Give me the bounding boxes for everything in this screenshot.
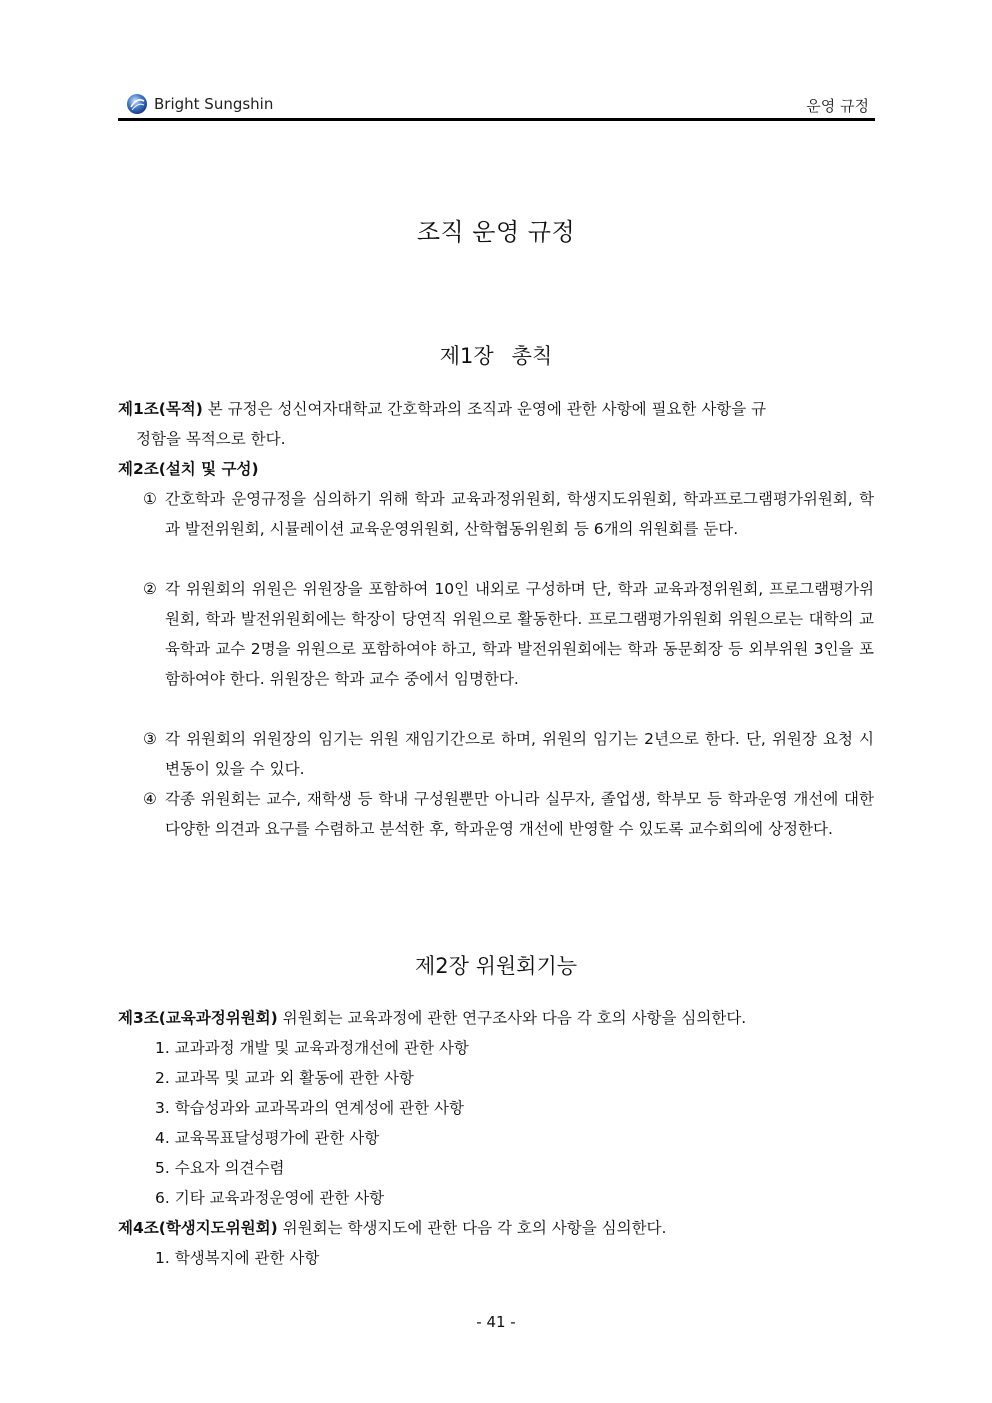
item-number: ① xyxy=(143,490,157,508)
article-heading: 제1조(목적) xyxy=(118,400,203,418)
page-header xyxy=(118,93,875,117)
article-heading: 제4조(학생지도위원회) xyxy=(118,1219,278,1237)
article-heading: 제2조(설치 및 구성) xyxy=(118,460,259,478)
item-number: ③ xyxy=(143,730,157,748)
list-item: 1. 학생복지에 관한 사항 xyxy=(155,1249,320,1267)
article-3 xyxy=(118,1003,874,1033)
item-text: 각종 위원회는 교수, 재학생 등 학내 구성원뿐만 아니라 실무자, 졸업생, 학부모 등 학과운영 개선에 대한 다양한 의견과 요구를 수렴하고 분석한 후, 학과운영 개선에 반영할 수 있도록 교수회의에 상정한다. xyxy=(165,790,874,838)
item-text: 간호학과 운영규정을 심의하기 위해 학과 교육과정위원회, 학생지도위원회, 학과프로그램평가위원회, 학과 발전위원회, 시뮬레이션 교육운영위원회, 산학협동위원회 등 6개의 위원회를 둔다. xyxy=(165,490,874,538)
article-heading: 제3조(교육과정위원회) xyxy=(118,1009,278,1027)
chapter-name: 총칙 xyxy=(511,344,553,368)
chapter-1-heading xyxy=(0,340,992,370)
chapter-2-heading xyxy=(0,950,992,980)
page-number: - 41 - xyxy=(476,1313,516,1331)
sungshin-logo-icon xyxy=(126,93,148,115)
list-item: 4. 교육목표달성평가에 관한 사항 xyxy=(155,1129,380,1147)
article-text: 위원회는 교육과정에 관한 연구조사와 다음 각 호의 사항을 심의한다. xyxy=(277,1009,747,1027)
article-text: 위원회는 학생지도에 관한 다음 각 호의 사항을 심의한다. xyxy=(277,1219,667,1237)
article-text: 본 규정은 성신여자대학교 간호학과의 조직과 운영에 관한 사항에 필요한 사항을 규 xyxy=(202,400,767,418)
list-item: 6. 기타 교육과정운영에 관한 사항 xyxy=(155,1189,385,1207)
item-text: 각 위원회의 위원장의 임기는 위원 재임기간으로 하며, 위원의 임기는 2년으로 한다. 단, 위원장 요청 시 변동이 있을 수 있다. xyxy=(165,730,874,778)
item-text: 각 위원회의 위원은 위원장을 포함하여 10인 내외로 구성하며 단, 학과 교육과정위원회, 프로그램평가위원회, 학과 발전위원회에는 학장이 당연직 위원으로 활동한다. 프로그램평가위원회 위원으로는 대학의 교육학과 교수 2명을 위원으로 포함하여야 하고, 학과 발전위원회에는 학과 동문회장 등 외부위원 3인을 포함하여야 한다. 위원장은 학과 교수 중에서 임명한다. xyxy=(165,580,874,688)
item-number: ④ xyxy=(143,790,157,808)
article-2-item-3 xyxy=(143,724,874,784)
article-2-item-4 xyxy=(143,784,874,844)
header-divider xyxy=(118,118,875,121)
list-item: 2. 교과목 및 교과 외 활동에 관한 사항 xyxy=(155,1069,414,1087)
article-2 xyxy=(118,454,874,484)
item-number: ② xyxy=(143,580,157,598)
chapter-number: 제2장 xyxy=(414,954,469,978)
article-text-continuation: 정함을 목적으로 한다. xyxy=(136,430,286,448)
chapter-name: 위원회기능 xyxy=(475,954,578,978)
list-item: 1. 교과과정 개발 및 교육과정개선에 관한 사항 xyxy=(155,1039,469,1057)
chapter-number: 제1장 xyxy=(439,344,494,368)
article-1 xyxy=(118,394,874,454)
article-2-item-1 xyxy=(143,484,874,544)
list-item: 3. 학습성과와 교과목과의 연계성에 관한 사항 xyxy=(155,1099,464,1117)
brand-name: Bright Sungshin xyxy=(154,95,274,113)
article-2-item-2 xyxy=(143,574,874,694)
list-item: 5. 수요자 의견수렴 xyxy=(155,1159,285,1177)
document-title: 조직 운영 규정 xyxy=(416,218,576,246)
header-section-title: 운영 규정 xyxy=(806,97,869,115)
article-4 xyxy=(118,1213,874,1243)
